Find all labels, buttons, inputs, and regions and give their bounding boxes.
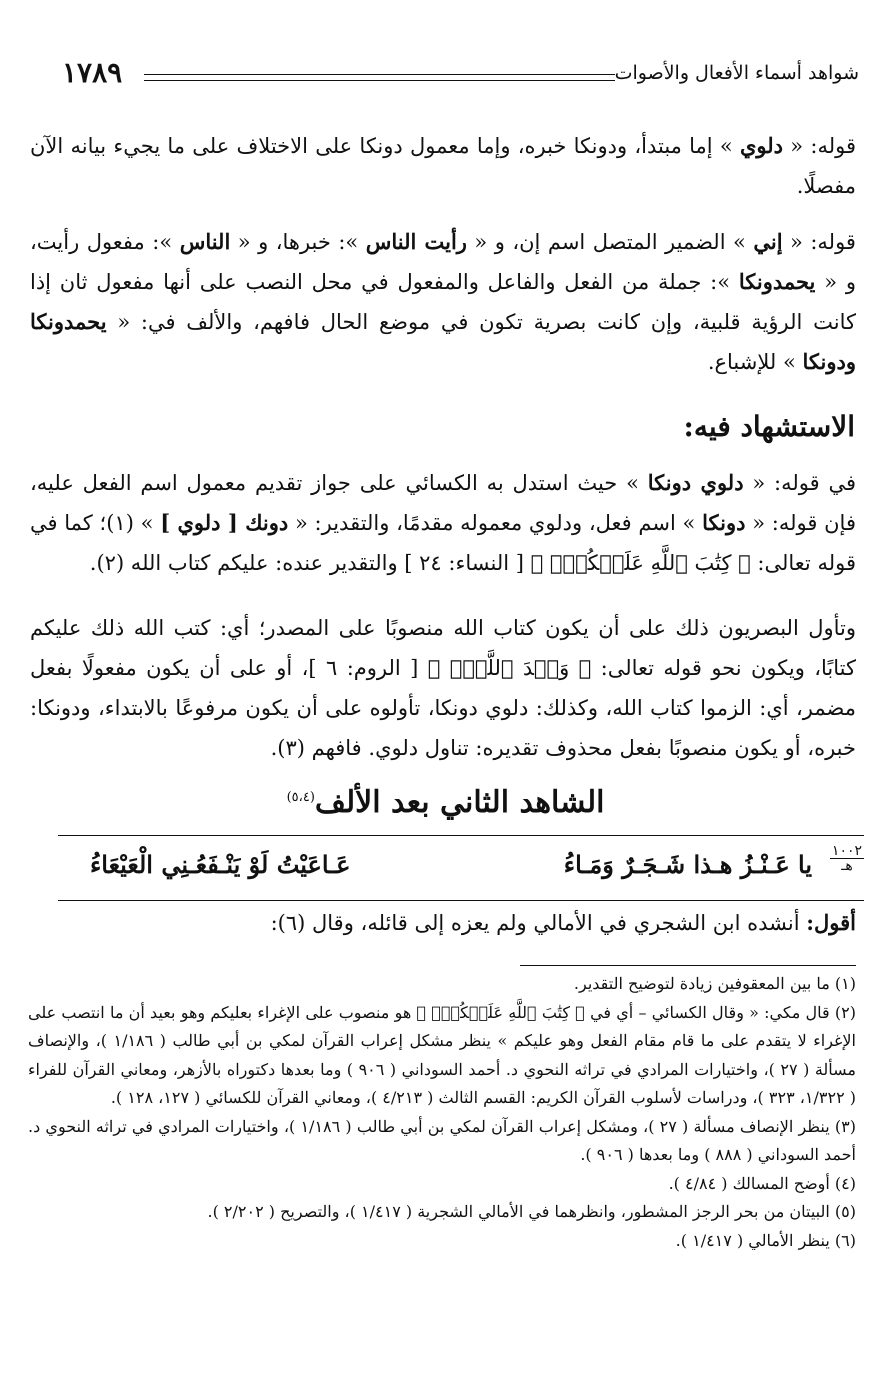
page-header [62,56,859,96]
section-heading: الاستشهاد فيه: [683,410,855,443]
text-run: قوله: « [790,230,856,254]
text-run: » (١)؛ كما في قوله تعالى: ﴿ كِتَٰبَ ٱللَّهِ عَلَيۡكُمۡۚ ﴾ [ النساء: ٢٤ ] والتقدير عنده: عليكم كتاب الله (٢). [30,511,856,575]
text-run: » اسم فعل، ودلوي معموله مقدمًا، والتقدير: « [294,511,696,535]
quoted-term: دلوي [739,133,784,158]
text-run: في قوله: « [752,471,856,495]
text-run: » حيث استدل به الكسائي على جواز تقديم معمول اسم الفعل عليه، فإن قوله: « [30,471,856,535]
footnotes [28,970,856,1255]
footnote-2: (٢) قال مكي: « وقال الكسائي – أي في ﴿ كِتَٰبَ ٱللَّهِ عَلَيۡكُمۡۚ ﴾ هو منصوب على الإغراء بعليكم وهو بعيد أن ما انتصب على الإغراء لا يتقدم على ما قام مقام الفعل وهو عليكم » ينظر مشكل إعراب القرآن لمكي بن أبي طالب ( ١/١٨٦ )، والإنصاف مسألة ( ٢٧ )، واختيارات المرادي في تراثه النحوي د. أحمد السوداني ( ٩٠٦ ) وما بعدها دكتوراه بالأزهر، ومعاني القرآن للفراء ( ١/٣٢٢، ٣٢٣ )، ودراسات لأسلوب القرآن الكريم: القسم الثالث ( ٤/٢١٣ )، ومعاني القرآن للكسائي ( ١٢٧، ١٢٨ ). [28,1002,856,1107]
text-run: قوله: « [790,134,856,158]
footnote-separator [520,965,856,966]
running-title: شواهد أسماء الأفعال والأصوات [614,62,859,84]
footnote-4: (٤) أوضح المسالك ( ٤/٨٤ ). [668,1173,856,1193]
footnote-3: (٣) ينظر الإنصاف مسألة ( ٢٧ )، ومشكل إعراب القرآن لمكي بن أبي طالب ( ١/١٨٦ )، واختيارات المرادي في تراثه النحوي د. أحمد السوداني ( ٨٨٨ ) وما بعدها ( ٩٠٦ ). [28,1116,857,1164]
text-run: »: مفعول رأيت، و « [30,230,856,294]
quoted-term: إني [753,229,783,254]
footnote-6: (٦) ينظر الأمالي ( ١/٤١٧ ). [675,1230,856,1250]
quoted-term: دونك [ دلوي ] [160,510,289,535]
verse-number-value: ١٠٠٢ [831,843,862,859]
witness-heading [0,785,891,820]
witness-title: الشاهد الثاني بعد الألف [314,785,605,820]
text-run: » الضمير المتصل اسم إن، و « [474,230,746,254]
header-double-rule [144,74,615,81]
verse-box [58,835,864,901]
text-run: »: جملة من الفعل والفاعل والمفعول في محل النصب على أنها مفعول ثان إذا كانت الرؤية قلبية، وإن كانت بصرية تكون في موضع الحال فافهم، والألف في: « [30,270,856,334]
quoted-term: الناس [179,229,231,254]
paragraph-5 [30,903,856,943]
quoted-term: رأيت الناس [365,229,467,254]
verse-number [830,844,864,873]
verse-hemistich-2: عَـاعَيْتُ لَوْ يَنْـفَعُـنِي الْعَيْعَاءُ [90,850,351,879]
text-run: »: خبرها، و « [237,230,359,254]
footnote-ref: (٥،٤) [286,790,315,805]
quoted-term: يحمدونكا ودونكا [30,309,856,374]
text-run: » للإشباع. [707,350,796,374]
footnote-5: (٥) البيتان من بحر الرجز المشطور، وانظرهما في الأمالي الشجرية ( ١/٤١٧ )، والتصريح ( ٢/٢٠٢ ). [207,1202,856,1221]
paragraph-4: وتأول البصريون ذلك على أن يكون كتاب الله منصوبًا على المصدر؛ أي: كتب الله ذلك عليكم كتابًا، ويكون نحو قوله تعالى: ﴿ وَعۡدَ ٱللَّهِۖ ﴾ [ الروم: ٦ ]، أو على أن يكون مفعولًا بفعل مضمر، أي: الزموا كتاب الله، وكذلك: دلوي دونكا، تأولوه على أن يكون مرفوعًا بالابتداء، ودونكا: خبره، أو يكون منصوبًا بفعل محذوف تقديره: تناول دلوي. فافهم (٣). [30,616,856,760]
quoted-term: دلوي دونكا [647,470,744,495]
paragraph-3 [30,463,856,583]
verse-hemistich-1: يا عَـنْـزُ هـذا شَـجَـرٌ وَمَـاءُ [563,850,812,879]
text-run: » إما مبتدأ، ودونكا خبره، وإما معمول دونكا على الاختلاف على ما يجيء بيانه الآن مفصلًا. [30,134,856,198]
page-number: ١٧٨٩ [62,56,123,89]
text-run: أنشده ابن الشجري في الأمالي ولم يعزه إلى قائله، وقال (٦): [270,911,800,935]
quoted-term: يحمدونكا [738,269,816,294]
footnote-1: (١) ما بين المعقوفين زيادة لتوضيح التقدير. [573,974,856,993]
paragraph-2 [30,222,856,382]
lead-word: أقول: [806,910,856,935]
paragraph-1 [30,126,856,206]
verse-mark: هـ [841,858,853,874]
quoted-term: دونكا [702,510,746,535]
